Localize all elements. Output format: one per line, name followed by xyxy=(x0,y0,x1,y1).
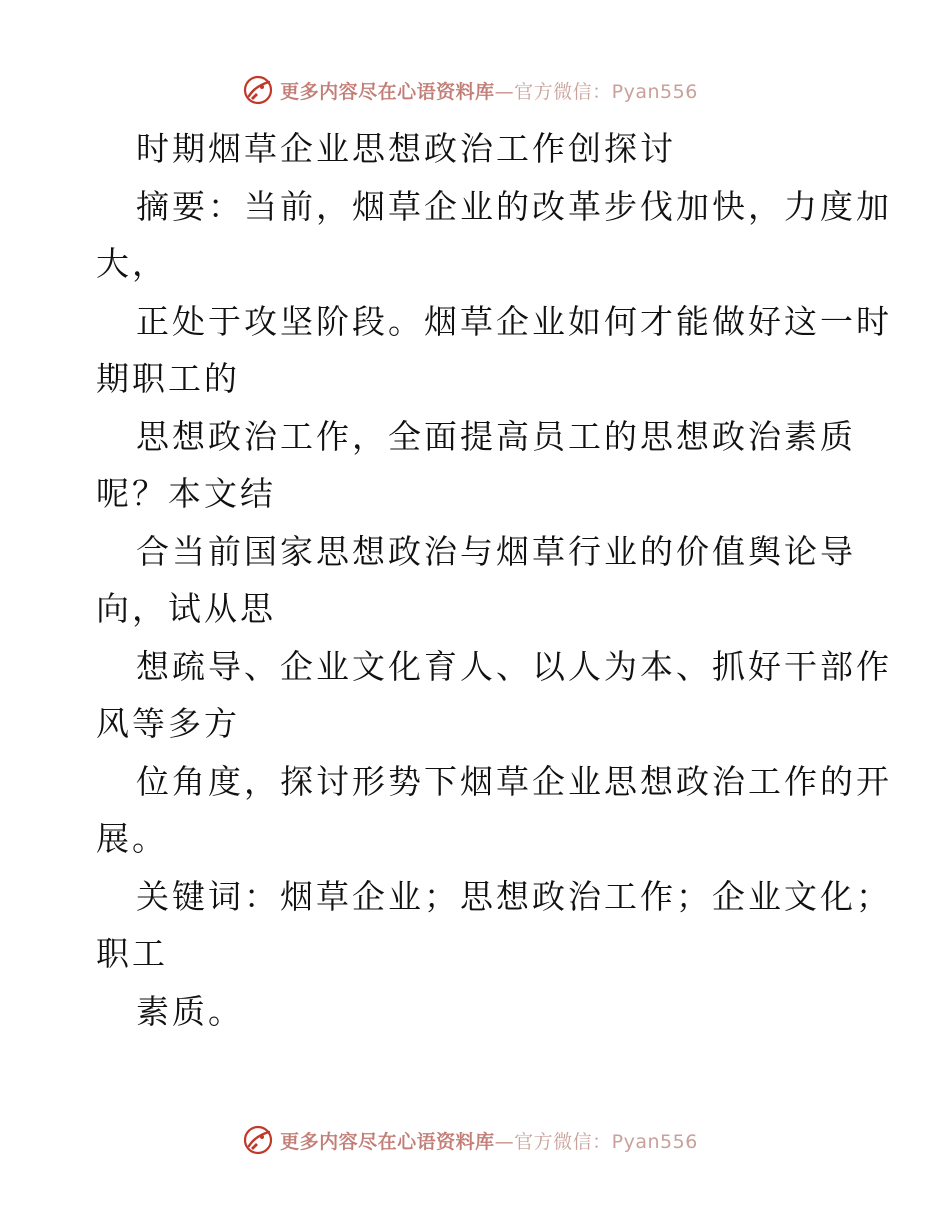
footer-watermark xyxy=(0,1120,950,1160)
text-line: 期职工的 xyxy=(96,359,240,398)
text-line: 素质。 xyxy=(136,991,244,1031)
text-line: 思想政治工作，全面提高员工的思想政治素质 xyxy=(136,416,856,456)
text-line: 向，试从思 xyxy=(96,589,276,628)
text-line: 合当前国家思想政治与烟草行业的价值舆论导 xyxy=(136,531,856,571)
watermark-separator: — xyxy=(494,80,515,103)
watermark-group xyxy=(242,74,698,106)
keywords-line: 关键词：烟草企业；思想政治工作；企业文化； xyxy=(136,876,892,916)
watermark-group xyxy=(242,1124,698,1156)
text-line: 职工 xyxy=(96,934,168,973)
watermark-separator: — xyxy=(494,1130,515,1153)
pen-logo-icon xyxy=(242,74,274,106)
text-line: 摘要：当前，烟草企业的改革步伐加快，力度加 xyxy=(136,186,892,226)
watermark-wechat-text: 官方微信：Pyan556 xyxy=(514,1130,698,1153)
text-line: 大， xyxy=(96,244,168,283)
document-title: 时期烟草企业思想政治工作创探讨 xyxy=(136,129,676,168)
text-line: 正处于攻坚阶段。烟草企业如何才能做好这一时 xyxy=(136,301,892,341)
text-line: 呢？本文结 xyxy=(96,474,276,513)
watermark-text xyxy=(280,77,698,104)
watermark-text xyxy=(280,1127,698,1154)
text-line: 风等多方 xyxy=(96,704,240,743)
text-line: 想疏导、企业文化育人、以人为本、抓好干部作 xyxy=(136,646,892,686)
text-line: 位角度，探讨形势下烟草企业思想政治工作的开 xyxy=(136,761,892,801)
text-line: 展。 xyxy=(96,819,168,858)
pen-logo-icon xyxy=(242,1124,274,1156)
watermark-main-text: 更多内容尽在心语资料库 xyxy=(280,80,495,103)
document-body xyxy=(96,120,892,1040)
header-watermark xyxy=(0,70,950,110)
watermark-main-text: 更多内容尽在心语资料库 xyxy=(280,1130,495,1153)
watermark-wechat-text: 官方微信：Pyan556 xyxy=(514,80,698,103)
